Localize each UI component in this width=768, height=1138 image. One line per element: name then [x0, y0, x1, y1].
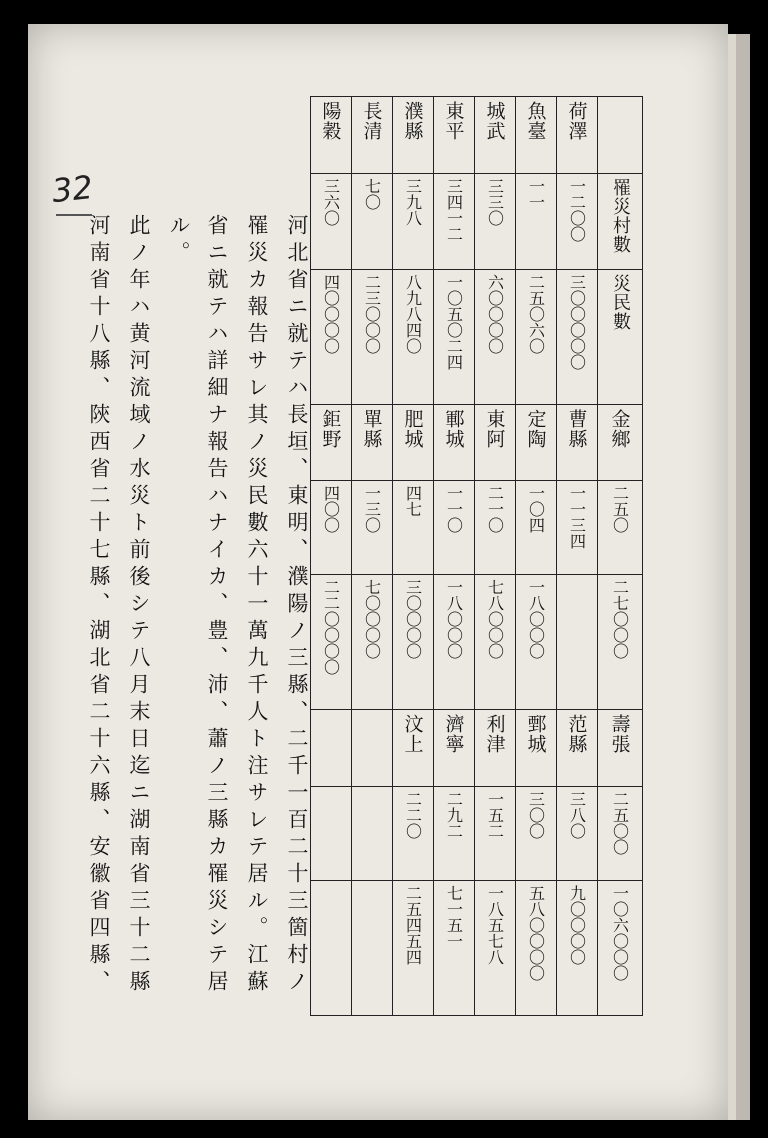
county-name: 陽穀: [319, 101, 342, 141]
table-cell: [393, 710, 434, 787]
county-name: 范縣: [565, 714, 588, 755]
table-cell: [557, 404, 598, 481]
population-value: 四〇〇〇〇: [321, 273, 341, 354]
villages-value: 二五〇: [610, 485, 630, 534]
county-name: 鄄城: [524, 714, 547, 755]
population-value: 一八〇〇〇: [526, 579, 546, 660]
villages-value: 一一: [526, 177, 546, 210]
table-cell: [475, 404, 516, 481]
villages-value: 三三〇: [485, 177, 505, 226]
population-value: 二七〇〇〇: [610, 579, 630, 660]
table-cell: [352, 173, 393, 269]
table-cell: [352, 404, 393, 481]
population-value: 二二〇〇〇〇: [321, 579, 341, 676]
header-population: 災民數: [610, 273, 631, 331]
table-cell: [311, 575, 352, 710]
table-cell: [434, 880, 475, 1015]
table-cell: [434, 173, 475, 269]
population-value: 六〇〇〇〇: [485, 273, 505, 354]
table-cell: [393, 787, 434, 881]
table-cell: [311, 269, 352, 404]
table-cell: [557, 880, 598, 1015]
county-name: 鄆城: [442, 408, 465, 449]
table-cell: [311, 404, 352, 481]
table-cell: [557, 710, 598, 787]
county-name: 定陶: [524, 408, 547, 449]
table-cell: [434, 97, 475, 174]
table-cell: [598, 710, 643, 787]
table-cell: [352, 269, 393, 404]
body-text-line: 河南省十八縣、陝西省二十七縣、湖北省二十六縣、安徽省四縣、: [87, 214, 111, 997]
population-value: 一八五七八: [485, 884, 505, 965]
body-text-line: 省ニ就テハ詳細ナ報告ハナイカ、豊、沛、蕭ノ三縣カ罹災シテ居: [205, 214, 229, 997]
villages-value: 一五二: [485, 791, 505, 840]
table-cell: [516, 97, 557, 174]
table-cell: [352, 880, 393, 1015]
population-value: 一八〇〇〇: [444, 579, 464, 660]
population-value: 二五四五四: [403, 884, 423, 965]
villages-value: 二二〇: [403, 791, 423, 840]
villages-value: 三九八: [403, 177, 423, 226]
county-name: 壽張: [608, 714, 631, 755]
villages-value: 二五〇〇: [610, 791, 630, 856]
table-cell: [557, 575, 598, 710]
population-value: 七一五一: [444, 884, 464, 949]
table-header-cell: [598, 97, 643, 174]
table-cell: [393, 481, 434, 575]
county-name: 城武: [483, 101, 506, 141]
population-value: 二三〇〇〇: [362, 273, 382, 354]
villages-value: 一三〇: [362, 485, 382, 534]
table-cell: [598, 880, 643, 1015]
table-cell: [516, 481, 557, 575]
villages-value: 一二〇〇: [567, 177, 587, 242]
body-text-line: ル。: [167, 214, 191, 268]
villages-value: 四〇〇: [321, 485, 341, 534]
table-cell: [475, 97, 516, 174]
table-cell: [475, 481, 516, 575]
county-name: 曹縣: [565, 408, 588, 449]
table-cell: [311, 173, 352, 269]
table-cell: [311, 481, 352, 575]
table-cell: [311, 710, 352, 787]
table-cell: [475, 173, 516, 269]
table-cell: [352, 787, 393, 881]
villages-value: 一一〇: [444, 485, 464, 534]
table-cell: [557, 97, 598, 174]
book-spine-edge: [736, 34, 750, 1120]
table-cell: [598, 404, 643, 481]
villages-value: 四七: [403, 485, 423, 518]
county-name: 利津: [483, 714, 506, 755]
table-cell: [434, 710, 475, 787]
population-value: 三〇〇〇〇〇: [567, 273, 587, 370]
table-cell: [516, 880, 557, 1015]
flood-damage-table: [310, 96, 643, 1016]
population-value: 五八〇〇〇〇: [526, 884, 546, 981]
county-name: 金鄉: [608, 408, 631, 449]
table-cell: [598, 481, 643, 575]
table-cell: [393, 880, 434, 1015]
table-cell: [393, 575, 434, 710]
villages-value: 二一〇: [485, 485, 505, 534]
table-cell: [557, 269, 598, 404]
table-cell: [393, 269, 434, 404]
villages-value: 七〇: [362, 177, 382, 210]
table-cell: [311, 97, 352, 174]
header-villages: 罹災村數: [610, 177, 631, 254]
table-cell: [352, 710, 393, 787]
county-name: 東平: [442, 101, 465, 141]
table-cell: [516, 575, 557, 710]
page-number: 32: [50, 167, 95, 211]
table-cell: [516, 173, 557, 269]
population-value: 一〇六〇〇〇: [610, 884, 630, 981]
county-name: 濟寧: [442, 714, 465, 755]
county-name: 單縣: [360, 408, 383, 449]
table-cell: [352, 97, 393, 174]
county-name: 荷澤: [565, 101, 588, 141]
table-cell: [393, 404, 434, 481]
population-value: 三〇〇〇〇: [403, 579, 423, 660]
table-cell: [434, 404, 475, 481]
table-cell: [311, 880, 352, 1015]
table-cell: [434, 575, 475, 710]
table-cell: [516, 710, 557, 787]
table-header-cell: [598, 173, 643, 269]
table-cell: [352, 481, 393, 575]
population-value: 八九八四〇: [403, 273, 423, 354]
table-cell: [475, 269, 516, 404]
table-cell: [434, 269, 475, 404]
table-cell: [557, 787, 598, 881]
table-cell: [393, 173, 434, 269]
body-text-line: 罹災カ報告サレ其ノ災民數六十一萬九千人ト注サレテ居ル。江蘇: [245, 214, 269, 997]
table-cell: [475, 880, 516, 1015]
population-value: 七八〇〇〇: [485, 579, 505, 660]
villages-value: 二九二: [444, 791, 464, 840]
table-cell: [434, 481, 475, 575]
table-cell: [475, 575, 516, 710]
table-cell: [352, 575, 393, 710]
villages-value: 三六〇: [321, 177, 341, 226]
county-name: 濮縣: [401, 101, 424, 141]
county-name: 長清: [360, 101, 383, 141]
table-cell: [598, 575, 643, 710]
table-cell: [311, 787, 352, 881]
population-value: 一〇五〇二四: [444, 273, 464, 370]
table-cell: [598, 787, 643, 881]
population-value: 二五〇六〇: [526, 273, 546, 354]
villages-value: 三四一二: [444, 177, 464, 242]
county-name: 汶上: [401, 714, 424, 755]
villages-value: 三八〇: [567, 791, 587, 840]
population-value: 九〇〇〇〇: [567, 884, 587, 965]
table-cell: [434, 787, 475, 881]
table-cell: [516, 269, 557, 404]
county-name: 肥城: [401, 408, 424, 449]
body-text-line: 此ノ年ハ黄河流域ノ水災ト前後シテ八月末日迄ニ湖南省三十二縣: [127, 214, 151, 997]
table-cell: [475, 710, 516, 787]
table-cell: [516, 404, 557, 481]
body-text-line: 河北省ニ就テハ長垣、東明、濮陽ノ三縣、二千一百二十三箇村ノ: [285, 214, 309, 997]
villages-value: 一一三四: [567, 485, 587, 550]
table-cell: [475, 787, 516, 881]
county-name: 魚臺: [524, 101, 547, 141]
county-name: 鉅野: [319, 408, 342, 449]
table-header-cell: [598, 269, 643, 404]
table-cell: [557, 173, 598, 269]
table-cell: [516, 787, 557, 881]
villages-value: 一〇四: [526, 485, 546, 534]
population-value: 七〇〇〇〇: [362, 579, 382, 660]
villages-value: 三〇〇: [526, 791, 546, 840]
table-cell: [557, 481, 598, 575]
table-cell: [393, 97, 434, 174]
county-name: 東阿: [483, 408, 506, 449]
